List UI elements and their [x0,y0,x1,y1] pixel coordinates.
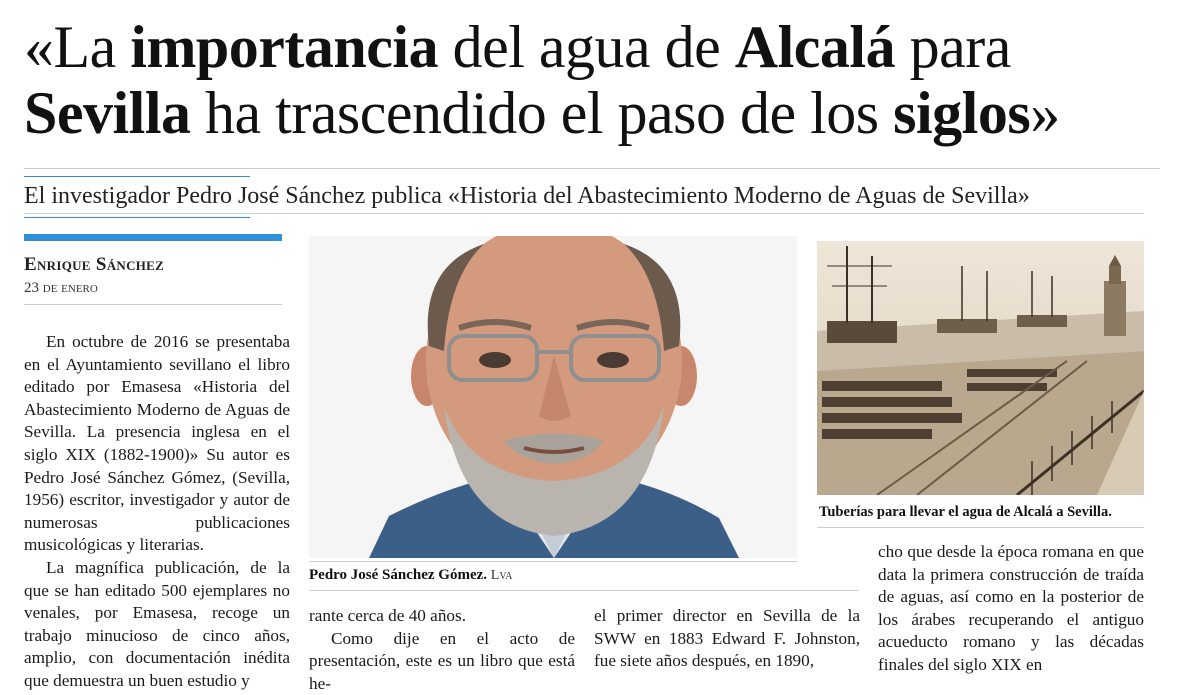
subtitle-accent-bottom [24,217,250,218]
article-column-1 [24,331,290,693]
headline-text: del agua de [438,14,735,80]
subtitle-divider [24,213,1144,214]
photo-credit: Lva [490,568,513,583]
author-portrait-photo [309,236,797,558]
photo-caption [309,566,513,585]
article-paragraph: En octubre de 2016 se presentaba en el Ayuntamiento sevillano el libro editado por Emasesa «Historia del Abastecimiento Moderno de Aguas de Sevilla. La presencia inglesa en el siglo XIX (1882-1900)» Su autor es Pedro José Sánchez Gómez, (Sevilla, 1956) escritor, investigador y autor de numerosas publicaciones musicológicas y literarias. [24,332,290,555]
article-paragraph: el primer director en Sevilla de la SWW en 1883 Edward F. Johnston, fue siete años después, en 1890, [594,606,860,671]
photo-caption-text: Pedro José Sánchez Gómez. [309,567,488,583]
article-column-2 [309,605,575,695]
headline-bold: Alcalá [734,14,896,80]
subtitle-accent-top [24,176,250,177]
headline-bold: siglos [893,80,1031,146]
byline-divider [24,304,282,305]
port-photo-caption [819,503,1112,522]
port-caption-divider [817,527,1144,528]
article-column-4 [878,541,1144,677]
article-paragraph: La magnífica publicación, de la que se han editado 500 ejemplares no venales, por Emasesa, recoge un trabajo minucioso de cinco años, amplio, con documentación inédita que demuestra un buen estudio y [24,557,290,690]
article-paragraph: cho que desde la época romana en que data la primera construcción de traída de aguas, así como en la posterior de los árabes recuperando el antiguo acueducto romano y las décadas finales del siglo XIX en [878,542,1144,674]
historic-port-illustration [817,241,1144,495]
headline-divider [24,168,1160,169]
photo-caption-bottom-rule [309,590,859,591]
portrait-illustration [309,236,797,558]
headline-bold: importancia [130,14,439,80]
byline-accent-bar [24,234,282,241]
article-column-3 [594,605,860,673]
headline-text: «La [24,14,131,80]
publication-date: 23 de enero [24,280,98,296]
subtitle: El investigador Pedro José Sánchez publica «Historia del Abastecimiento Moderno de Aguas de Sevilla» [24,183,1030,209]
headline-text: » [1030,80,1060,146]
headline-bold: Sevilla [24,80,191,146]
photo-caption-divider [309,561,797,562]
headline [24,14,1184,146]
article-line: rante cerca de 40 años. [309,606,466,625]
author-name: Enrique Sánchez [24,254,165,275]
headline-text: para [895,14,1011,80]
article-paragraph: Como dije en el acto de presentación, este es un libro que está he- [309,628,575,693]
headline-text: ha trascendido el paso de los [190,80,894,146]
historic-port-photo [817,241,1144,495]
port-photo-caption-text: Tuberías para llevar el agua de Alcalá a Sevilla. [819,504,1112,520]
